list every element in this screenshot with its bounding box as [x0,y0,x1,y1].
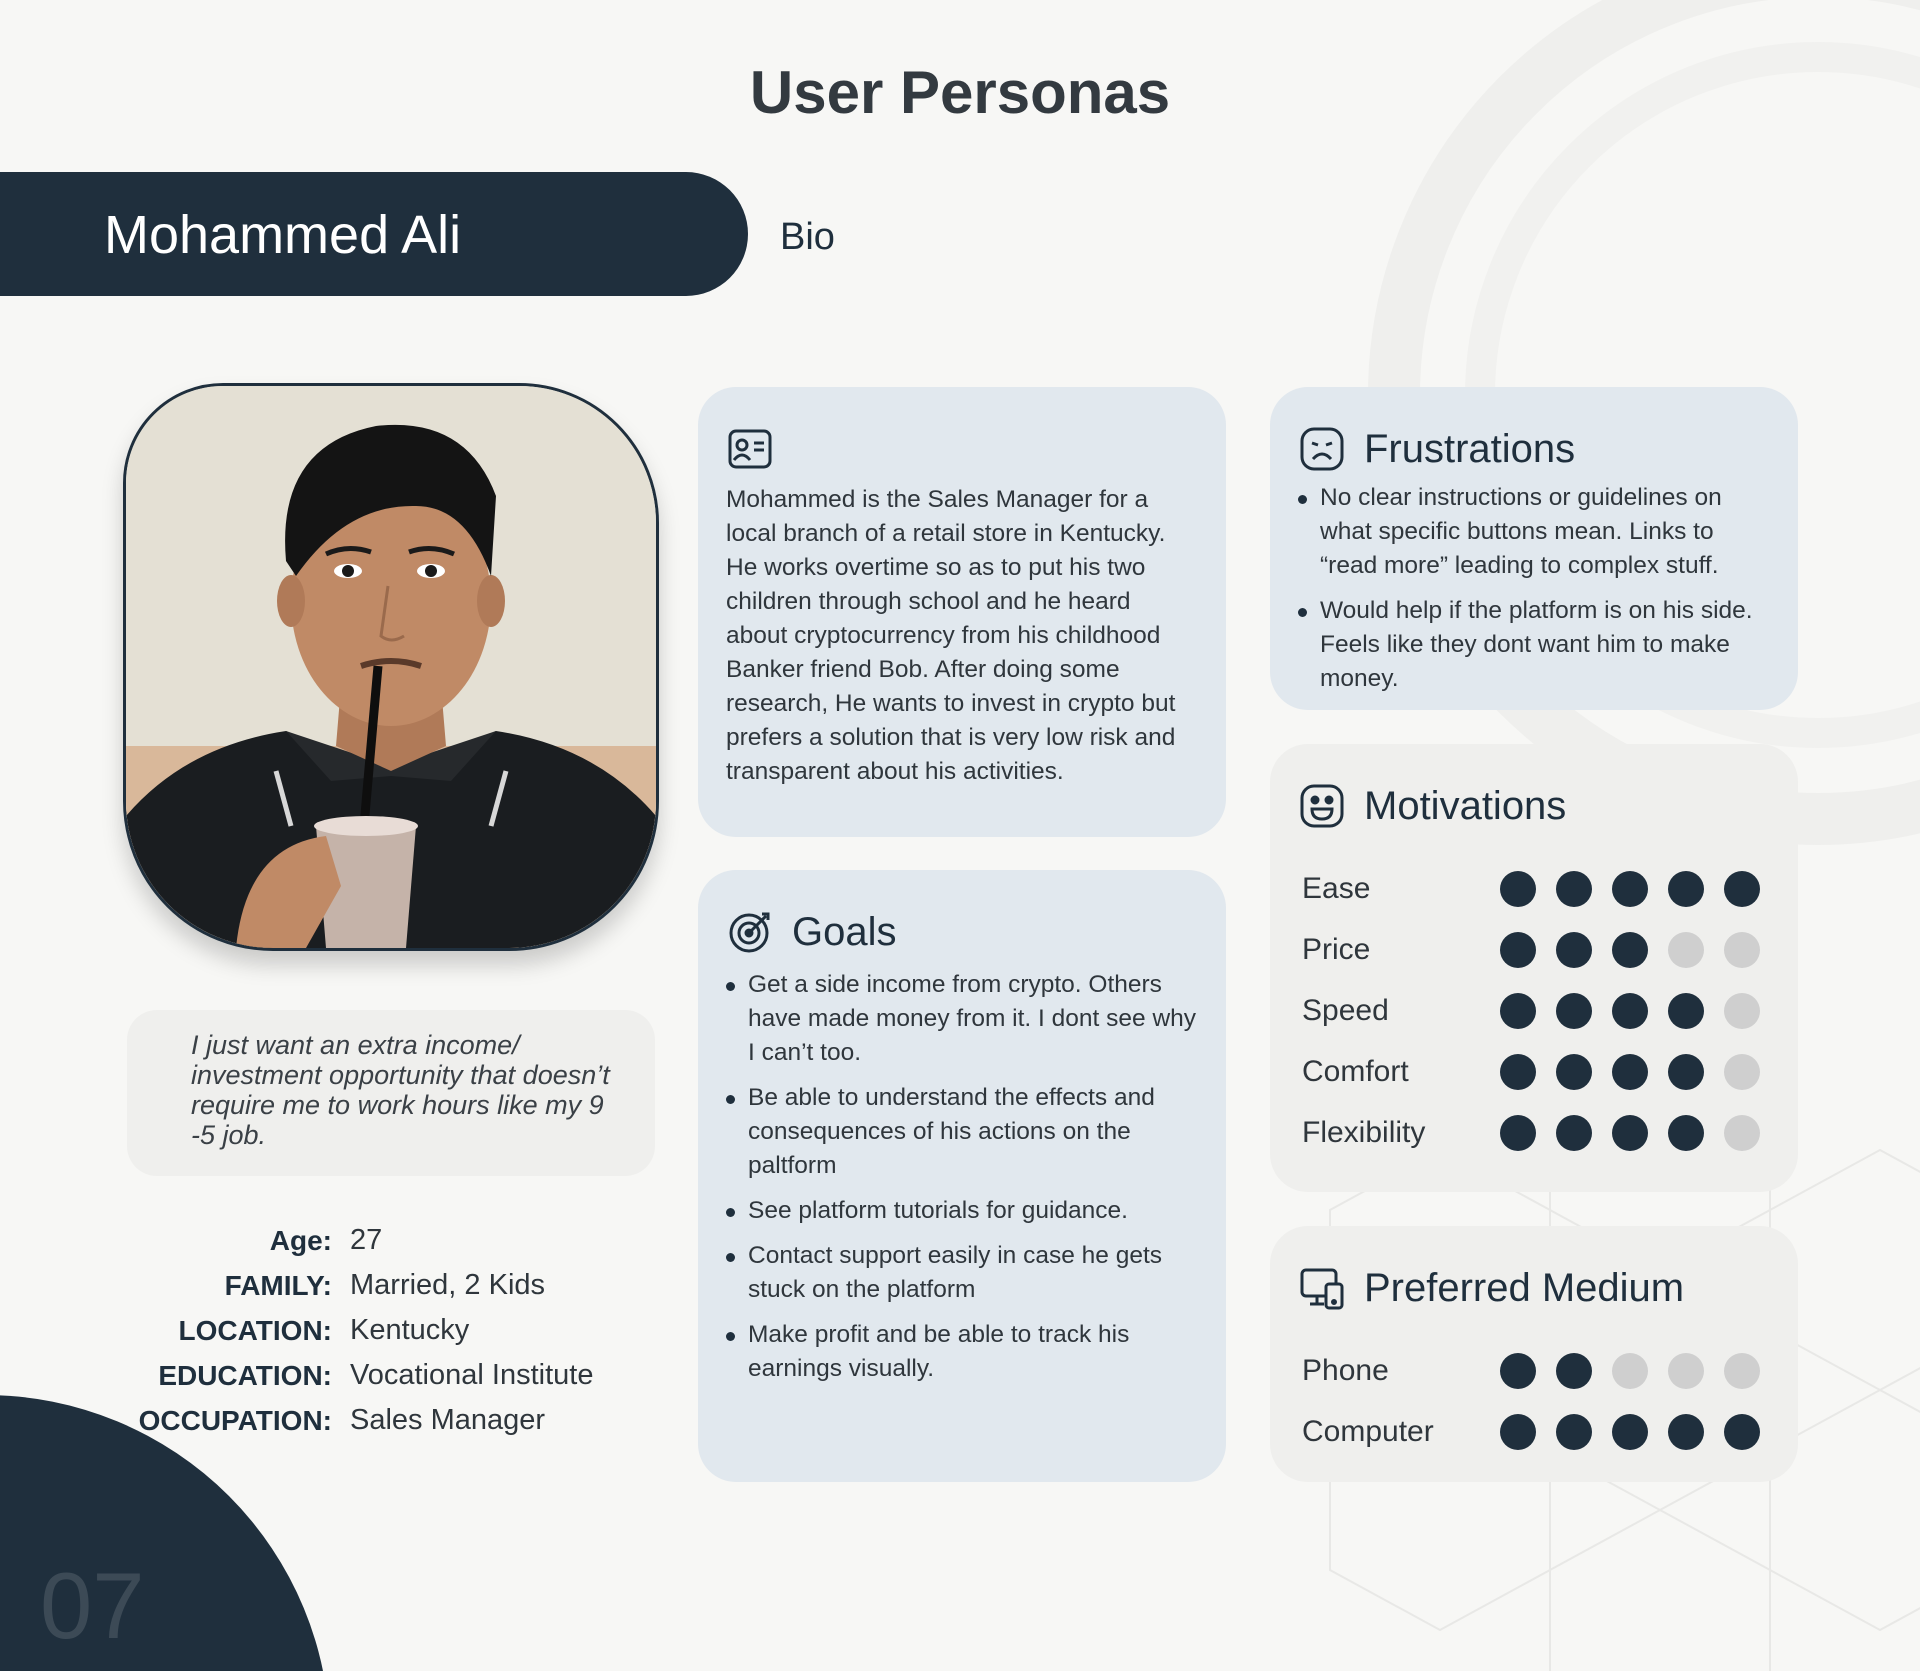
medium-row-computer [1302,1412,1780,1452]
rating-dot-filled [1556,932,1592,968]
motivation-label: Price [1302,933,1371,966]
goals-list [726,968,1198,1386]
frustrations-card-header [1298,425,1770,473]
rating-dot-filled [1500,993,1536,1029]
rating-dot-filled [1668,1414,1704,1450]
rating-dot-empty [1668,932,1704,968]
bio-card [698,387,1226,837]
motivations-card [1270,744,1798,1192]
rating-dot-filled [1612,1054,1648,1090]
rating-dots [1500,1414,1780,1450]
detail-value: Married, 2 Kids [350,1269,546,1301]
motivations-card-header [1298,782,1770,830]
detail-label: FAMILY: [224,1269,332,1301]
medium-row-phone [1302,1351,1780,1391]
goals-card [698,870,1226,1482]
rating-dot-filled [1612,1414,1648,1450]
rating-dot-filled [1500,1115,1536,1151]
motivation-label: Flexibility [1302,1116,1426,1149]
rating-dot-filled [1500,1414,1536,1450]
rating-dot-filled [1724,1414,1760,1450]
profile-card-icon [726,425,774,473]
rating-dot-empty [1724,1115,1760,1151]
rating-dot-filled [1668,871,1704,907]
rating-dots [1500,1353,1780,1389]
motivations-title: Motivations [1364,783,1567,828]
rating-dot-filled [1556,1414,1592,1450]
rating-dot-filled [1612,932,1648,968]
rating-dot-empty [1724,993,1760,1029]
goals-title: Goals [792,909,897,954]
motivation-label: Speed [1302,994,1389,1027]
persona-name: Mohammed Ali [104,205,462,265]
motivation-row-price [1302,930,1780,970]
detail-value: 27 [350,1224,383,1256]
medium-label: Phone [1302,1354,1389,1387]
rating-dot-filled [1556,1115,1592,1151]
rating-dots [1500,993,1780,1029]
page-title: User Personas [749,59,1171,126]
rating-dot-filled [1668,1115,1704,1151]
motivation-label: Ease [1302,872,1371,905]
detail-row-occupation [120,1398,680,1443]
detail-row-family [120,1263,680,1308]
detail-label: LOCATION: [178,1314,332,1346]
detail-value: Vocational Institute [350,1359,594,1391]
detail-label: Age: [269,1224,332,1256]
devices-icon [1298,1264,1346,1312]
rating-dots [1500,871,1780,907]
rating-dot-filled [1668,1054,1704,1090]
goals-item: Make profit and be able to track his earnings visually. [726,1318,1198,1386]
smiling-face-icon [1298,782,1346,830]
rating-dot-filled [1500,932,1536,968]
rating-dot-filled [1612,1115,1648,1151]
rating-dot-filled [1612,993,1648,1029]
goals-item: Contact support easily in case he gets stuck on the platform [726,1239,1198,1307]
motivation-row-speed [1302,991,1780,1031]
persona-quote-box [127,1010,655,1176]
rating-dot-filled [1612,871,1648,907]
rating-dot-filled [1500,1054,1536,1090]
bio-text: Mohammed is the Sales Manager for a local branch of a retail store in Kentucky. He works overtime so as to put his two children through school and he heard about cryptocurrency from his childhood Banker friend Bob. After doing some research, He wants to invest in crypto but prefers a solution that is very low risk and transparent about his activities. [726,486,1176,785]
goals-item: Get a side income from crypto. Others have made money from it. I dont see why I can’t too. [726,968,1198,1070]
rating-dot-filled [1556,1054,1592,1090]
detail-label: OCCUPATION: [138,1404,332,1436]
goals-item: See platform tutorials for guidance. [726,1194,1198,1228]
rating-dot-filled [1500,871,1536,907]
target-icon [726,908,774,956]
rating-dots [1500,932,1780,968]
frustrations-card [1270,387,1798,710]
rating-dot-filled [1724,871,1760,907]
frustrations-item: No clear instructions or guidelines on what specific buttons mean. Links to “read more” leading to complex stuff. [1298,481,1770,583]
rating-dots [1500,1115,1780,1151]
rating-dot-empty [1668,1353,1704,1389]
frustrations-title: Frustrations [1364,426,1576,471]
motivation-row-comfort [1302,1052,1780,1092]
rating-dot-filled [1668,993,1704,1029]
preferred-medium-title: Preferred Medium [1364,1265,1685,1310]
detail-row-location [120,1308,680,1353]
goals-item: Be able to understand the effects and consequences of his actions on the paltform [726,1081,1198,1183]
rating-dot-empty [1724,932,1760,968]
rating-dot-empty [1612,1353,1648,1389]
persona-photo [123,383,659,951]
frustrations-list [1298,481,1770,696]
motivation-row-ease [1302,869,1780,909]
detail-value: Kentucky [350,1314,470,1346]
rating-dot-filled [1500,1353,1536,1389]
rating-dot-empty [1724,1353,1760,1389]
medium-label: Computer [1302,1415,1434,1448]
rating-dots [1500,1054,1780,1090]
detail-value: Sales Manager [350,1404,546,1436]
section-label: Bio [780,216,835,258]
motivation-label: Comfort [1302,1055,1409,1088]
preferred-medium-card-header [1298,1264,1770,1312]
rating-dot-filled [1556,993,1592,1029]
detail-label: EDUCATION: [158,1359,332,1391]
persona-quote: I just want an extra income/ investment opportunity that doesn’t require me to work hours like my 9 -5 job. [191,1030,610,1150]
frustrated-face-icon [1298,425,1346,473]
page-number: 07 [40,1553,145,1658]
rating-dot-filled [1556,871,1592,907]
rating-dot-filled [1556,1353,1592,1389]
detail-row-age [120,1218,680,1263]
persona-details [120,1218,680,1443]
preferred-medium-card [1270,1226,1798,1482]
goals-card-header [726,908,1198,956]
motivation-row-flexibility [1302,1113,1780,1153]
bio-card-header [726,425,1198,473]
detail-row-education [120,1353,680,1398]
frustrations-item: Would help if the platform is on his side. Feels like they dont want him to make money. [1298,594,1770,696]
persona-name-banner [0,172,748,296]
persona-photo-illustration [126,386,656,948]
rating-dot-empty [1724,1054,1760,1090]
